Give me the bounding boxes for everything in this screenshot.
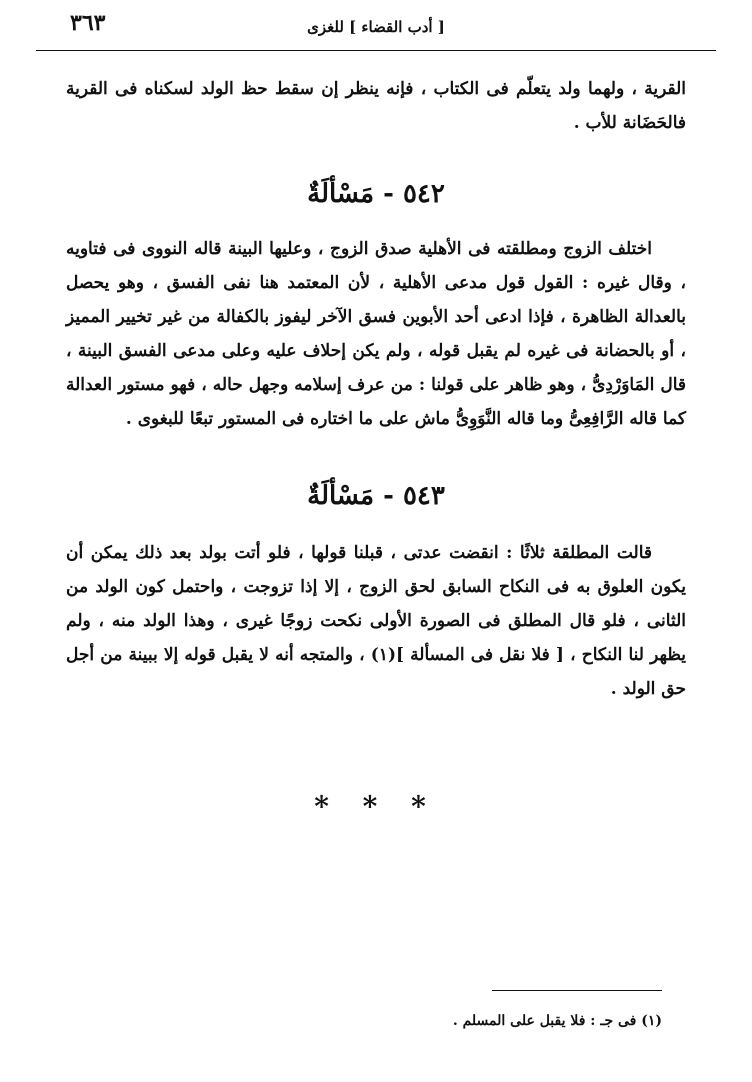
footnote: (١) فى جـ : فلا يقبل على المسلم . [452,1013,662,1029]
section-separator: * * * [314,790,438,823]
intro-paragraph-block [66,72,686,140]
section-542-paragraph: اختلف الزوج ومطلقته فى الأهلية صدق الزوج ، وعليها البينة قاله النووى فى فتاويه ، وقال غيره : القول قول مدعى الأهلية ، لأن المعتمد هنا نفى الفسق ، وهو يحصل بالعدالة الظاهرة ، فإذا ادعى أحد الأبوين فسق الآخر ليفوز بالكفالة من غير تخيير المميز ، أو بالحضانة فى غيره لم يقبل قوله ، ولم يكن إحلاف عليه وعلى مدعى الفسق البينة ، قال المَاوَرْدِىُّ ، وهو ظاهر على قولنا : من عرف إسلامه وجهل حاله ، فهو مستور العدالة كما قاله الرَّافِعِىُّ وما قاله النَّوَوِىُّ ماش على ما اختاره فى المستور تبعًا للبغوى . [66,239,686,429]
header-divider [36,50,716,51]
section-542-body [66,232,686,436]
page-number: ٣٦٣ [70,10,106,36]
section-542-heading: ٥٤٢ - مَسْألَةٌ [307,179,445,209]
running-title: [ أدب القضاء ] للغزى [307,18,445,36]
section-543-body [66,536,686,706]
intro-paragraph: القرية ، ولهما ولد يتعلّم فى الكتاب ، فإنه ينظر إن سقط حظ الولد لسكناه فى القرية فالحَضَانة للأب . [66,79,686,133]
section-543-heading: ٥٤٣ - مَسْألَةٌ [307,481,445,511]
page-header [40,8,712,48]
section-543-paragraph: قالت المطلقة ثلاثًا : انقضت عدتى ، قبلنا قولها ، فلو أتت بولد بعد ذلك يمكن أن يكون العلوق به فى النكاح السابق لحق الزوج ، إلا إذا تزوجت ، واحتمل كون الولد من الثانى ، فلو قال المطلق فى الصورة الأولى نكحت زوجًا غيرى ، وهذا الولد منه ، ولم يظهر لنا النكاح ، [ فلا نقل فى المسألة ](١) ، والمتجه أنه لا يقبل قوله إلا ببينة من أجل حق الولد . [66,543,686,699]
footnote-divider [492,990,662,991]
